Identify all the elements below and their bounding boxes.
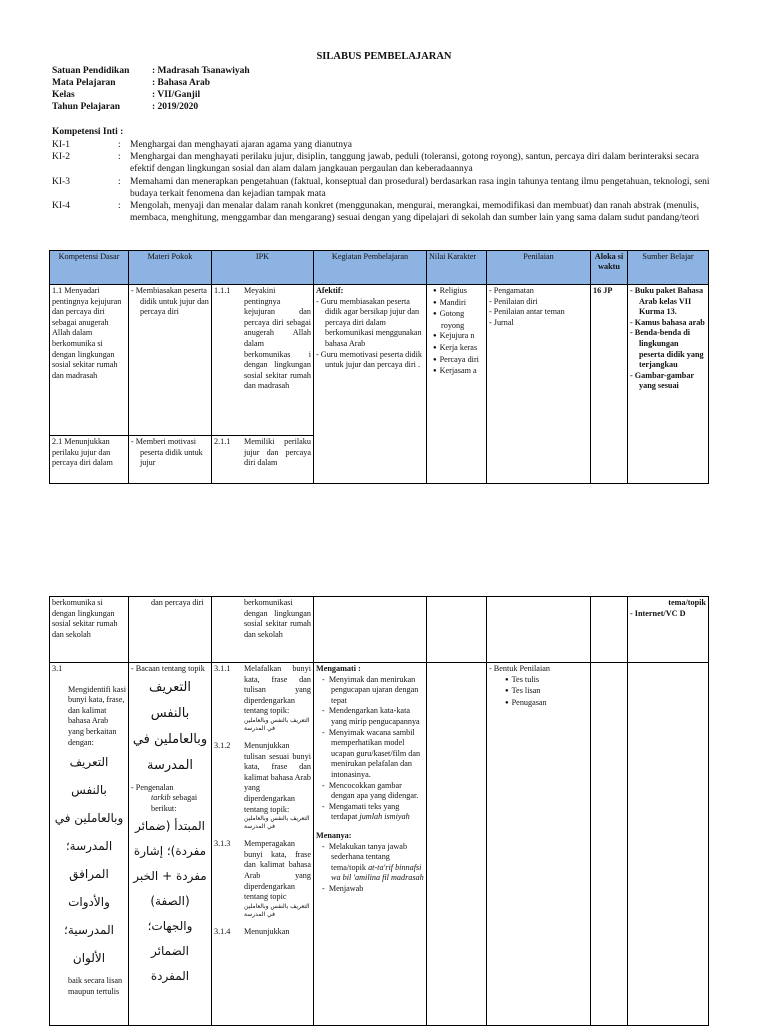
nilai-item: ● Percaya diri xyxy=(441,355,484,367)
header-nilai: Nilai Karakter xyxy=(427,251,487,285)
table-row: 2.1 Menunjukkan perilaku jujur dan percaya diri dalam - Memberi motivasi peserta didik untuk jujur 2.1.1 Memiliki perilaku jujur dan percaya diri dalam xyxy=(50,436,709,484)
kegiatan-item: - Melakukan tanya jawab sederhana tentang tema/topik at-ta'rif binnafsi wa bil 'amilina fil madrasah xyxy=(322,841,424,883)
header-kegiatan: Kegiatan Pembelajaran xyxy=(314,251,427,285)
penilaian-item: - Penilaian diri xyxy=(489,296,538,306)
nilai-item: ● Gotong royong xyxy=(441,309,484,331)
ipk-text: Meyakini pentingnya kejujuran dan percaya diri sebagai anugerah Allah dalam berkomunikas i dengan lingkungan sosial sekitar rumah dan madrasah xyxy=(244,286,311,391)
penilaian-item: ● Tes tulis xyxy=(513,675,588,687)
ipk-text: Menunjukkan tulisan sesuai bunyi kata, frase dan kalimat bahasa Arab yang diperdengarkan tentang topik: xyxy=(244,740,311,814)
waktu-cell: 16 JP xyxy=(591,285,628,484)
meta-key: Tahun Pelajaran xyxy=(52,102,121,112)
ki-code: KI-2 xyxy=(52,152,70,163)
nilai-item: ● Kerja keras xyxy=(441,343,484,355)
kd-cell: 1.1 Menyadari pentingnya kejujuran dan percaya diri sebagai anugerah Allah dalam berkomunika si dengan lingkungan sosial sekitar rumah dan madrasah xyxy=(52,286,122,380)
kd-text: Mengidentifi kasi bunyi kata, frase, dan kalimat bahasa Arab yang berkaitan dengan: xyxy=(68,684,126,747)
kd-arabic: التعريف بالنفس وبالعاملين في المدرسة؛ المرافق والأدوات المدرسية؛ الألوان xyxy=(54,755,124,966)
ipk-text: Memiliki perilaku jujur dan percaya diri dalam xyxy=(244,437,311,468)
identity-block xyxy=(52,65,250,113)
table-row: 1.1 Menyadari pentingnya kejujuran dan percaya diri sebagai anugerah Allah dalam berkomunika si dengan lingkungan sosial sekitar rumah dan madrasah - Membiasakan peserta didik untuk jujur dan percaya diri 1.1.1 Meyakini pentingnya kejujuran dan percaya diri sebagai anugerah Allah dalam berkomunikas i dengan lingkungan sosial sekitar rumah dan madrasah Afektif: - Guru membiasakan peserta didik agar bersikap jujur dan percaya diri dalam berkomunikasi menggunakan bahasa Arab - Guru memotivasi peserta didik untuk jujur dan percaya diri . ● Religius ● Mandiri ● Gotong royong ● Kejujura n ● Kerja keras ● Percaya diri ● Kerjasam a - Pengamatan - Penilaian diri - Penilaian antar teman - Jurnal 16 JP - Buku paket Bahasa Arab kelas VII Kurma 13. - Kamus bahasa arab - Benda-benda di lingkungan peserta didik yang terjangkau - Gambar-gambar yang sesuai xyxy=(50,285,709,436)
meta-value: : Bahasa Arab xyxy=(152,78,211,88)
penilaian-item: - Jurnal xyxy=(489,317,514,327)
meta-value: : 2019/2020 xyxy=(152,102,199,112)
kegiatan-item: - Guru memotivasi peserta didik untuk jujur dan percaya diri . xyxy=(316,349,422,370)
header-penilaian: Penilaian xyxy=(487,251,591,285)
penilaian-item: ● Penugasan xyxy=(513,698,588,710)
ipk-number: 2.1.1 xyxy=(214,437,231,446)
ki-text: Menghargai dan menghayati ajaran agama yang dianutnya xyxy=(130,140,352,150)
sumber-item: - Gambar-gambar yang sesuai xyxy=(630,370,694,391)
kd-number: 3.1 xyxy=(52,664,63,673)
ki-text: Mengolah, menyaji dan menalar dalam ranah konkret (menggunakan, mengurai, merangkai, memodifikasi dan membuat) dan ranah abstrak (menulis, membaca, menghitung, menggambar dan mengarang) sesuai dengan yang dipelajari di sekolah dan sumber lain yang sama dalam sudut pandang/teori xyxy=(130,201,700,224)
header-sumber: Sumber Belajar xyxy=(628,251,709,285)
ipk-arabic: التعريف بالنفس وبالعاملين في المدرسة xyxy=(244,815,310,831)
kegiatan-item: - Menjawab xyxy=(322,883,364,893)
kegiatan-item: - Mengamati teks yang terdapat jumlah ismiyah xyxy=(322,801,410,822)
header-kd: Kompetensi Dasar xyxy=(50,251,129,285)
nilai-item: ● Religius xyxy=(441,286,484,298)
ipk-number: 3.1.4 xyxy=(214,926,231,936)
ki-code: KI-3 xyxy=(52,176,70,187)
ki-code: KI-4 xyxy=(52,201,70,212)
kegiatan-item: - Menyimak dan menirukan pengucapan ujaran dengan tepat xyxy=(322,674,419,705)
ki-heading: Kompetensi Inti : xyxy=(52,127,124,137)
ipk-text: berkomunikasi dengan lingkungan sosial sekitar rumah dan sekolah xyxy=(212,597,314,663)
header-ipk: IPK xyxy=(212,251,314,285)
header-materi: Materi Pokok xyxy=(129,251,212,285)
ipk-text: Menunjukkan xyxy=(244,926,290,936)
kegiatan-item: - Mencocokkan gambar dengan apa yang didengar. xyxy=(322,780,419,801)
ipk-number: 3.1.3 xyxy=(214,839,231,849)
meta-key: Kelas xyxy=(52,90,75,100)
mengamati-heading: Mengamati : xyxy=(316,664,361,673)
materi-arabic: المبتدأ (ضمائر مفردة)؛ إشارة مفردة + الخبر (الصفة) والجهات؛ الضمائر المفردة xyxy=(133,819,207,984)
ipk-text: Melafalkan bunyi kata, frase dan tulisan yang diperdengarkan tentang topik: xyxy=(244,664,311,716)
kegiatan-item: - Mendengarkan kata-kata yang mirip pengucapannya xyxy=(322,706,420,726)
materi-item: sebagai berikut: xyxy=(151,793,198,813)
meta-key: Mata Pelajaran xyxy=(52,78,116,88)
table-row xyxy=(50,597,709,663)
ki-text: Menghargai dan menghayati perilaku jujur, disiplin, tanggung jawab, peduli (toleransi, gotong royong), santun, percaya diri dalam berinteraksi secara efektif dengan lingkungan sosial dan alam dalam jangkauan pergaulan dan keberadaannya xyxy=(130,152,700,175)
sumber-item: - Benda-benda di lingkungan peserta didik yang terjangkau xyxy=(630,328,704,370)
meta-key: Satuan Pendidikan xyxy=(52,66,130,76)
sumber-item: - Internet/VC D xyxy=(630,608,686,618)
syllabus-table-part2 xyxy=(49,596,709,1026)
materi-cell: Membiasakan peserta didik untuk jujur dan percaya diri xyxy=(135,286,209,317)
ki-code: KI-1 xyxy=(52,140,70,150)
materi-item: Pengenalan xyxy=(135,782,174,792)
sumber-item: - Kamus bahasa arab xyxy=(630,317,705,327)
ipk-arabic: التعريف بالنفس وبالعاملين في المدرسة xyxy=(244,716,310,732)
ipk-number: 1.1.1 xyxy=(214,286,231,295)
meta-value: : Madrasah Tsanawiyah xyxy=(152,66,250,76)
nilai-item: ● Mandiri xyxy=(441,298,484,310)
header-waktu: Aloka si waktu xyxy=(591,251,628,285)
materi-cell: dan percaya diri xyxy=(129,597,212,663)
ipk-text: Memperagakan bunyi kata, frase dan kalimat bahasa Arab yang diperdengarkan tentang topic xyxy=(244,839,311,902)
meta-value: : VII/Ganjil xyxy=(152,90,201,100)
penilaian-item: - Penilaian antar teman xyxy=(489,307,565,317)
kegiatan-item: - Guru membiasakan peserta didik agar bersikap jujur dan percaya diri dalam berkomunikasi menggunakan bahasa Arab xyxy=(316,296,422,348)
nilai-item: ● Kejujura n xyxy=(441,331,484,343)
kegiatan-item: - Menyimak wacana sambil memperhatikan model ucapan guru/kaset/film dan menirukan pelafalan dan intonasinya. xyxy=(322,727,421,779)
nilai-item: ● Kerjasam a xyxy=(441,366,484,378)
materi-arabic: التعريف بالنفس وبالعاملين في المدرسة xyxy=(132,679,208,773)
ipk-number: 3.1.1 xyxy=(214,664,231,673)
kegiatan-heading: Afektif: xyxy=(316,286,344,295)
menanya-heading: Menanya: xyxy=(316,830,352,840)
materi-cell: Memberi motivasi peserta didik untuk jujur xyxy=(135,437,203,468)
kd-cell: 2.1 Menunjukkan perilaku jujur dan percaya diri dalam xyxy=(52,437,113,468)
sumber-item: tema/topik xyxy=(668,598,706,607)
kd-tail: baik secara lisan maupun tertulis xyxy=(68,976,123,996)
ipk-arabic: التعريف بالنفس وبالعاملين في المدرسة xyxy=(244,902,310,918)
page-title: SILABUS PEMBELAJARAN xyxy=(316,51,452,62)
sumber-item: - Buku paket Bahasa Arab kelas VII Kurma 13. xyxy=(630,286,704,317)
ki-text: Memahami dan menerapkan pengetahuan (faktual, konseptual dan prosedural) berdasarkan rasa ingin tahunya tentang ilmu pengetahuan, teknologi, seni budaya terkait fenomena dan kejadian tampak mata xyxy=(130,176,710,199)
penilaian-heading: Bentuk Penilaian xyxy=(493,664,550,673)
penilaian-item: - Pengamatan xyxy=(489,286,534,295)
materi-italic: tarkib xyxy=(151,793,171,803)
kd-cell: berkomunika si dengan lingkungan sosial sekitar rumah dan sekolah xyxy=(50,597,129,663)
penilaian-item: ● Tes lisan xyxy=(513,686,588,698)
ipk-number: 3.1.2 xyxy=(214,740,231,750)
materi-item: Bacaan tentang topik xyxy=(135,664,205,673)
syllabus-table-part1 xyxy=(49,250,709,484)
table-row: 3.1 Mengidentifi kasi bunyi kata, frase, dan kalimat bahasa Arab yang berkaitan dengan: التعريف بالنفس وبالعاملين في المدرسة؛ المرافق والأدوات المدرسية؛ الألوان baik secara lisan maupun tertulis - Bacaan tentang topik التعريف بالنفس وبالعاملين في المدرسة - Pengenalan tarkib sebagai berikut: المبتدأ (ضمائر مفردة)؛ إشارة مفردة + الخبر (الصفة) والجهات؛ الضمائر المفردة 3.1.1 Melafalkan bunyi kata, frase dan tulisan yang diperdengarkan tentang topik: التعريف بالنفس وبالعاملين في المدرسة 3.1.2 Menunjukkan tulisan sesuai bunyi kata, frase dan kalimat bahasa Arab yang diperdengarkan tentang topik: التعريف بالنفس وبالعاملين في المدرسة 3.1.3 Memperagakan bunyi kata, frase dan kalimat bahasa Arab yang diperdengarkan tentang topic التعريف بالنفس وبالعاملين في المدرسة 3.1.4 Menunjukkan Mengamati : - Menyimak dan menirukan pengucapan ujaran dengan tepat - Mendengarkan kata-kata yang mirip pengucapannya - Menyimak wacana sambil memperhatikan model ucapan guru/kaset/film dan menirukan pelafalan dan intonasinya. - Mencocokkan gambar dengan apa yang didengar. - Mengamati teks yang terdapat jumlah ismiyah Menanya: - Melakukan tanya jawab sederhana tentang tema/topik at-ta'rif binnafsi wa bil 'amilina fil madrasah - Menjawab - Bentuk Penilaian ● Tes tulis ● Tes lisan ● Penugasan xyxy=(50,663,709,1026)
ki-list: KI-1 : Menghargai dan menghayati ajaran agama yang dianutnya KI-2 : Menghargai dan menghayati perilaku jujur, disiplin, tanggung jawab, peduli (toleransi, gotong royong), santun, percaya diri dalam berinteraksi secara efektif dengan lingkungan sosial dan alam dalam jangkauan pergaulan dan keberadaannya KI-3 : Memahami dan menerapkan pengetahuan (faktual, konseptual dan prosedural) berdasarkan rasa ingin tahunya tentang ilmu pengetahuan, teknologi, seni budaya terkait fenomena dan kejadian tampak mata KI-4 : Mengolah, menyaji dan menalar dalam ranah konkret (menggunakan, mengurai, merangkai, memodifikasi dan membuat) dan ranah abstrak (menulis, membaca, menghitung, menggambar dan mengarang) sesuai dengan yang dipelajari di sekolah dan sumber lain yang sama dalam sudut pandang/teori xyxy=(52,139,712,224)
